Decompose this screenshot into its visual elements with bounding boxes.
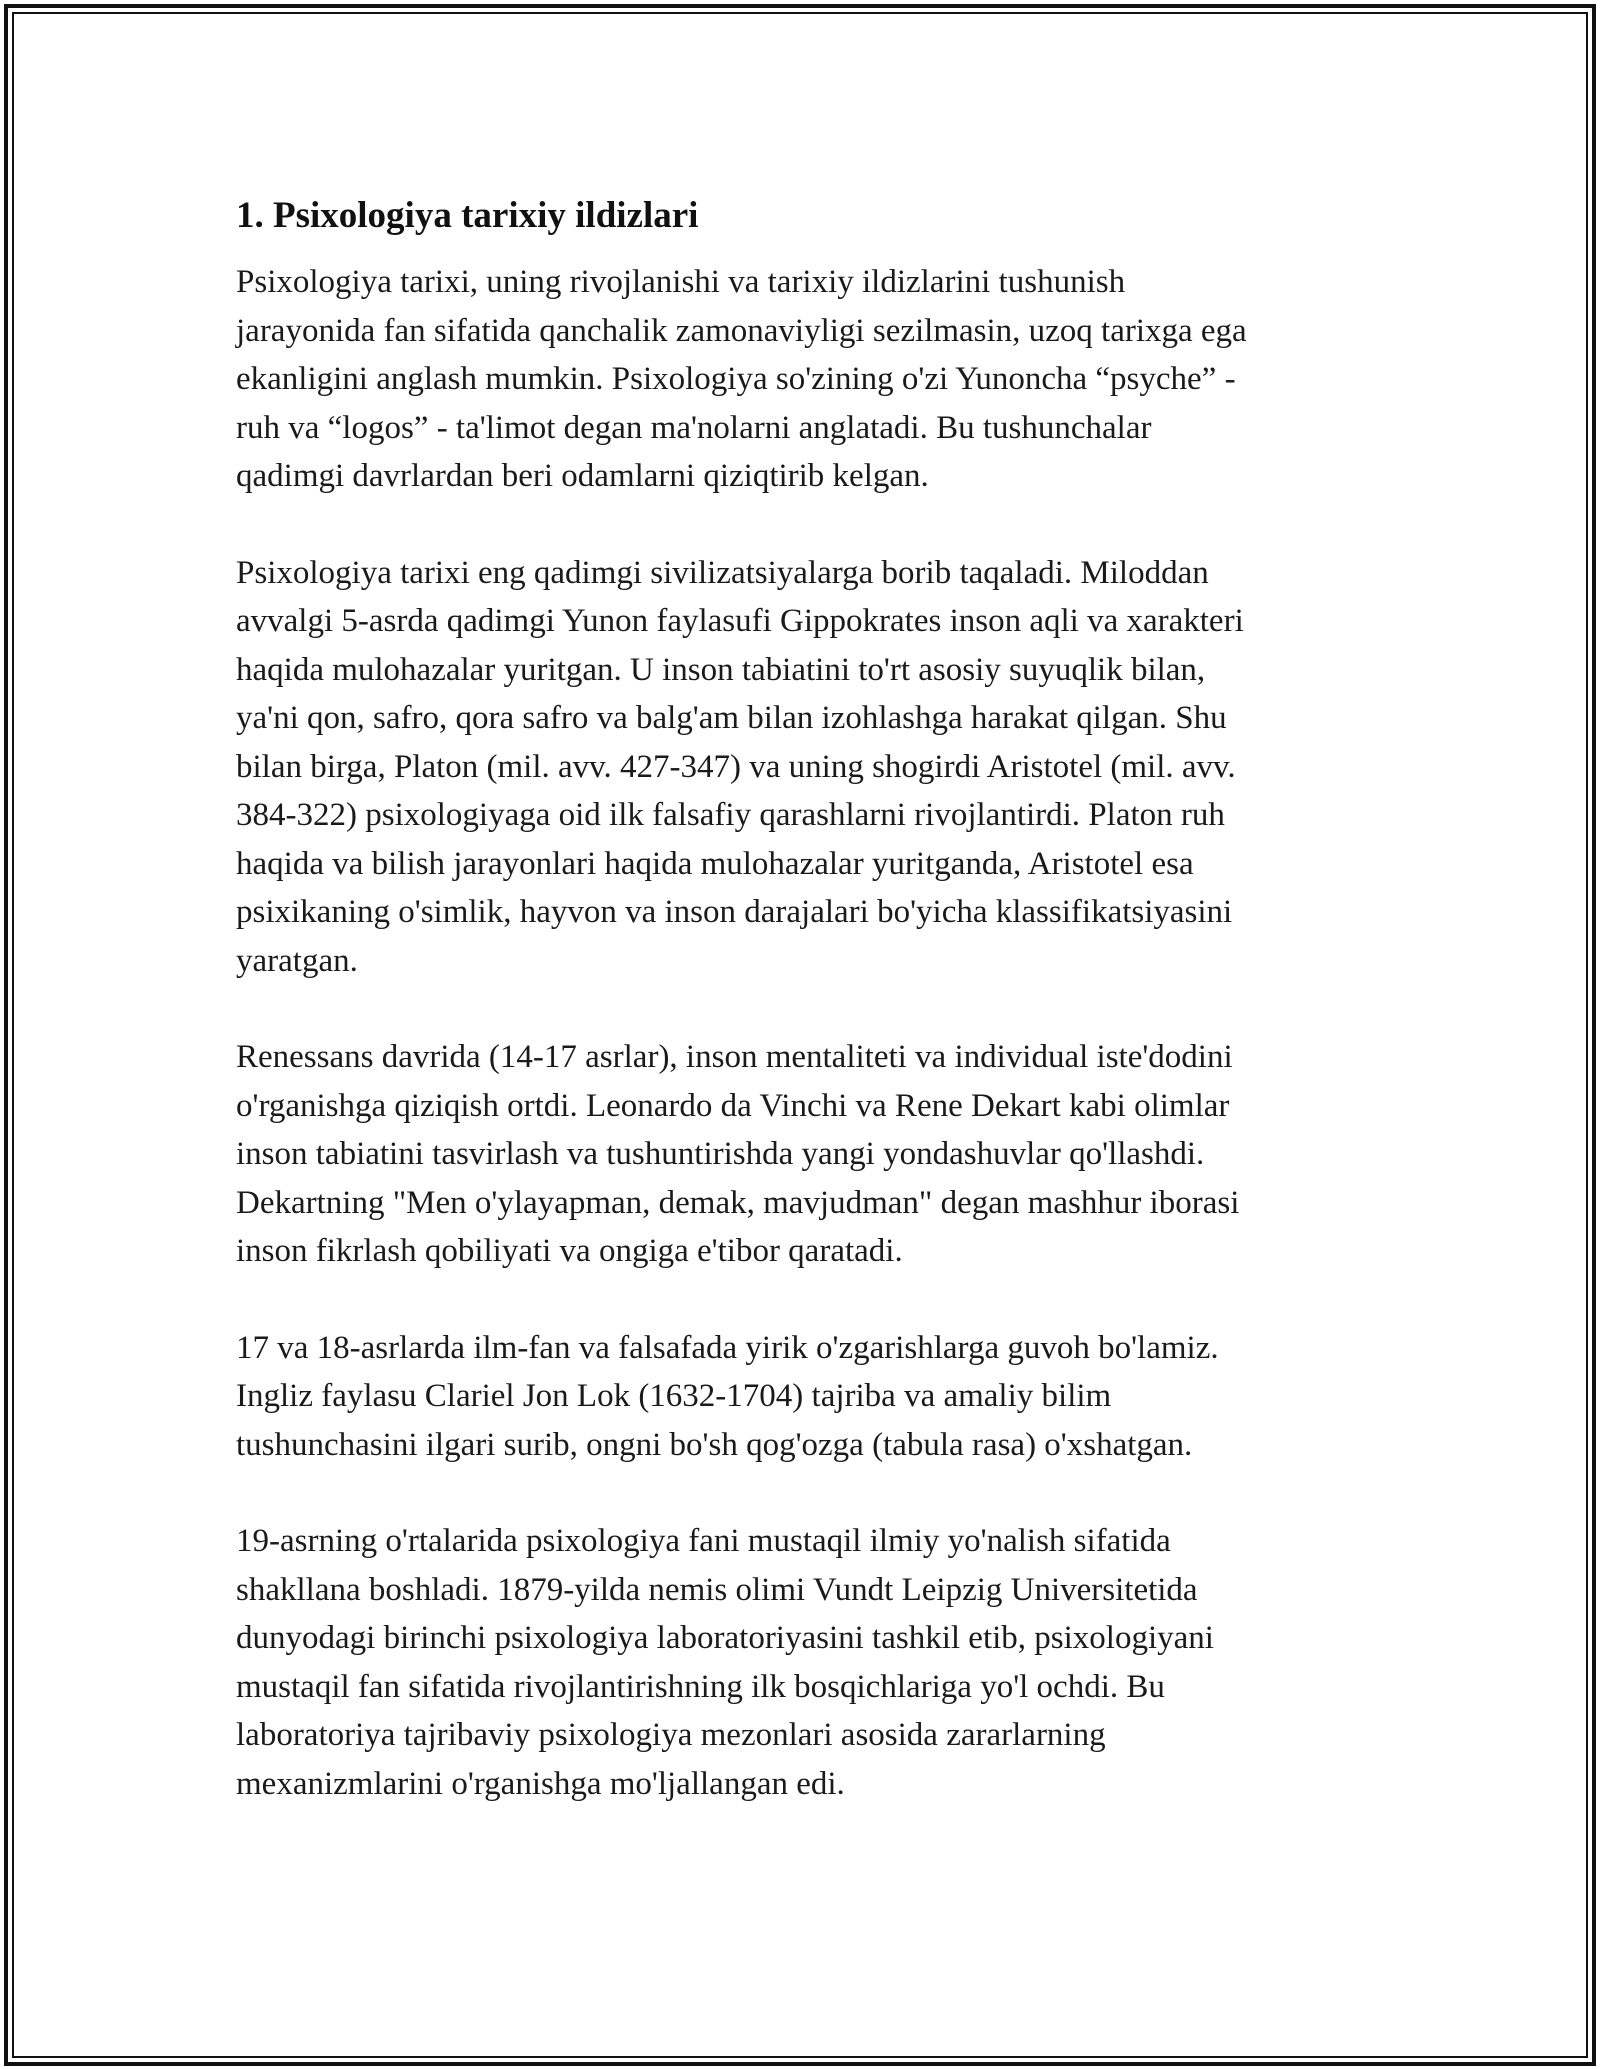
paragraph-line: bilan birga, Platon (mil. avv. 427-347) va uning shogirdi Aristotel (mil. avv. — [236, 748, 1236, 785]
paragraph-line: ya'ni qon, safro, qora safro va balg'am bilan izohlashga harakat qilgan. Shu — [236, 700, 1227, 736]
paragraph-line: yaratgan. — [236, 942, 358, 979]
paragraph-line: ekanligini anglash mumkin. Psixologiya so'zining o'zi Yunoncha “psyche” - — [236, 361, 1236, 397]
paragraph-5 — [236, 1517, 1396, 1808]
paragraph-1 — [236, 258, 1396, 501]
paragraph-line: o'rganishga qiziqish ortdi. Leonardo da Vinchi va Rene Dekart kabi olimlar — [236, 1087, 1230, 1124]
paragraph-line: inson tabiatini tasvirlash va tushuntirishda yangi yondashuvlar qo'llashdi. — [236, 1136, 1205, 1172]
paragraph-line: mustaqil fan sifatida rivojlantirishning ilk bosqichlariga yo'l ochdi. Bu — [236, 1668, 1165, 1705]
paragraph-line: Psixologiya tarixi, uning rivojlanishi va tarixiy ildizlarini tushunish — [236, 264, 1126, 300]
paragraph-line: laboratoriya tajribaviy psixologiya mezonlari asosida zararlarning — [236, 1717, 1106, 1753]
paragraph-line: mexanizmlarini o'rganishga mo'ljallangan edi. — [236, 1765, 845, 1802]
paragraph-line: haqida va bilish jarayonlari haqida mulohazalar yuritganda, Aristotel esa — [236, 845, 1194, 882]
paragraph-line: Dekartning "Men o'ylayapman, demak, mavjudman" degan mashhur iborasi — [236, 1184, 1240, 1221]
paragraph-line: tushunchasini ilgari surib, ongni bo'sh qog'ozga (tabula rasa) o'xshatgan. — [236, 1426, 1193, 1463]
paragraph-line: 17 va 18-asrlarda ilm-fan va falsafada yirik o'zgarishlarga guvoh bo'lamiz. — [236, 1329, 1219, 1366]
paragraph-line: haqida mulohazalar yuritgan. U inson tabiatini to'rt asosiy suyuqlik bilan, — [236, 651, 1206, 688]
paragraph-2 — [236, 549, 1396, 986]
paragraph-line: Psixologiya tarixi eng qadimgi sivilizatsiyalarga borib taqaladi. Miloddan — [236, 554, 1209, 591]
section-heading: 1. Psixologiya tarixiy ildizlari — [236, 195, 699, 236]
paragraph-line: Renessans davrida (14-17 asrlar), inson mentaliteti va individual iste'dodini — [236, 1039, 1233, 1075]
paragraph-4 — [236, 1324, 1396, 1470]
paragraph-3 — [236, 1033, 1396, 1276]
paragraph-line: dunyodagi birinchi psixologiya laboratoriyasini tashkil etib, psixologiyani — [236, 1620, 1214, 1656]
paragraph-line: psixikaning o'simlik, hayvon va inson darajalari bo'yicha klassifikatsiyasini — [236, 894, 1233, 930]
paragraph-line: 384-322) psixologiyaga oid ilk falsafiy qarashlarni rivojlantirdi. Platon ruh — [236, 797, 1225, 833]
paragraph-line: jarayonida fan sifatida qanchalik zamonaviyligi sezilmasin, uzoq tarixga ega — [236, 312, 1247, 349]
paragraph-line: Ingliz faylasu Clariel Jon Lok (1632-1704) tajriba va amaliy bilim — [236, 1378, 1112, 1414]
paragraph-line: inson fikrlash qobiliyati va ongiga e'tibor qaratadi. — [236, 1233, 903, 1269]
paragraph-line: shakllana boshladi. 1879-yilda nemis olimi Vundt Leipzig Universitetida — [236, 1571, 1198, 1608]
paragraph-line: qadimgi davrlardan beri odamlarni qiziqtirib kelgan. — [236, 458, 929, 494]
document-body — [236, 188, 1396, 1856]
paragraph-line: avvalgi 5-asrda qadimgi Yunon faylasufi Gippokrates inson aqli va xarakteri — [236, 603, 1244, 639]
paragraph-line: ruh va “logos” - ta'limot degan ma'nolarni anglatadi. Bu tushunchalar — [236, 409, 1152, 446]
paragraph-line: 19-asrning o'rtalarida psixologiya fani mustaqil ilmiy yo'nalish sifatida — [236, 1523, 1171, 1559]
